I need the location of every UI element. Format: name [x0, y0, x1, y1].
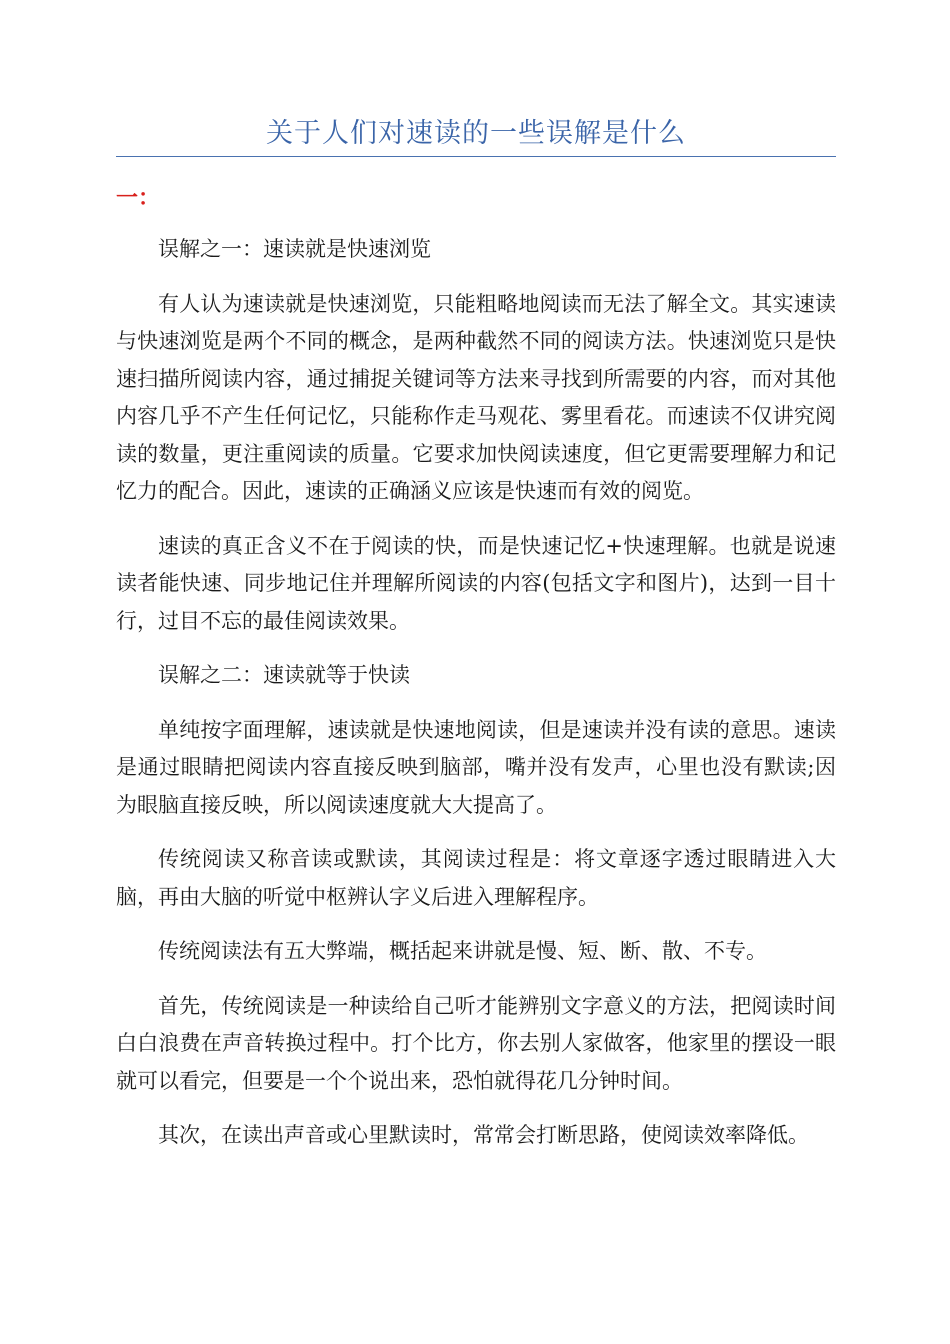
- paragraph: 单纯按字面理解，速读就是快速地阅读，但是速读并没有读的意思。速读是通过眼睛把阅读内容直接反映到脑部，嘴并没有发声，心里也没有默读;因为眼脑直接反映，所以阅读速度就大大提高了。: [116, 717, 836, 817]
- document-page: [116, 0, 836, 1155]
- paragraph: 传统阅读法有五大弊端，概括起来讲就是慢、短、断、散、不专。: [158, 939, 767, 963]
- paragraph: 速读的真正含义不在于阅读的快，而是快速记忆+快速理解。也就是说速读者能快速、同步地记住并理解所阅读的内容(包括文字和图片)，达到一目十行，过目不忘的最佳阅读效果。: [116, 533, 836, 633]
- paragraph: 其次，在读出声音或心里默读时，常常会打断思路，使阅读效率降低。: [158, 1123, 809, 1147]
- paragraph: 有人认为速读就是快速浏览，只能粗略地阅读而无法了解全文。其实速读与快速浏览是两个不同的概念，是两种截然不同的阅读方法。快速浏览只是快速扫描所阅读内容，通过捕捉关键词等方法来寻找到所需要的内容，而对其他内容几乎不产生任何记忆，只能称作走马观花、雾里看花。而速读不仅讲究阅读的数量，更注重阅读的质量。它要求加快阅读速度，但它更需要理解力和记忆力的配合。因此，速读的正确涵义应该是快速而有效的阅览。: [116, 291, 836, 503]
- section-heading: 一：: [116, 185, 161, 211]
- paragraph-subheading-2: 误解之二：速读就等于快读: [158, 663, 410, 687]
- paragraph: 传统阅读又称音读或默读，其阅读过程是：将文章逐字透过眼睛进入大脑，再由大脑的听觉中枢辨认字义后进入理解程序。: [116, 847, 836, 909]
- paragraph-subheading-1: 误解之一：速读就是快速浏览: [158, 237, 431, 261]
- paragraph: 首先，传统阅读是一种读给自己听才能辨别文字意义的方法，把阅读时间白白浪费在声音转换过程中。打个比方，你去别人家做客，他家里的摆设一眼就可以看完，但要是一个个说出来，恐怕就得花几分钟时间。: [116, 993, 836, 1093]
- title-underline: [116, 156, 836, 157]
- document-title: 关于人们对速读的一些误解是什么: [266, 118, 686, 149]
